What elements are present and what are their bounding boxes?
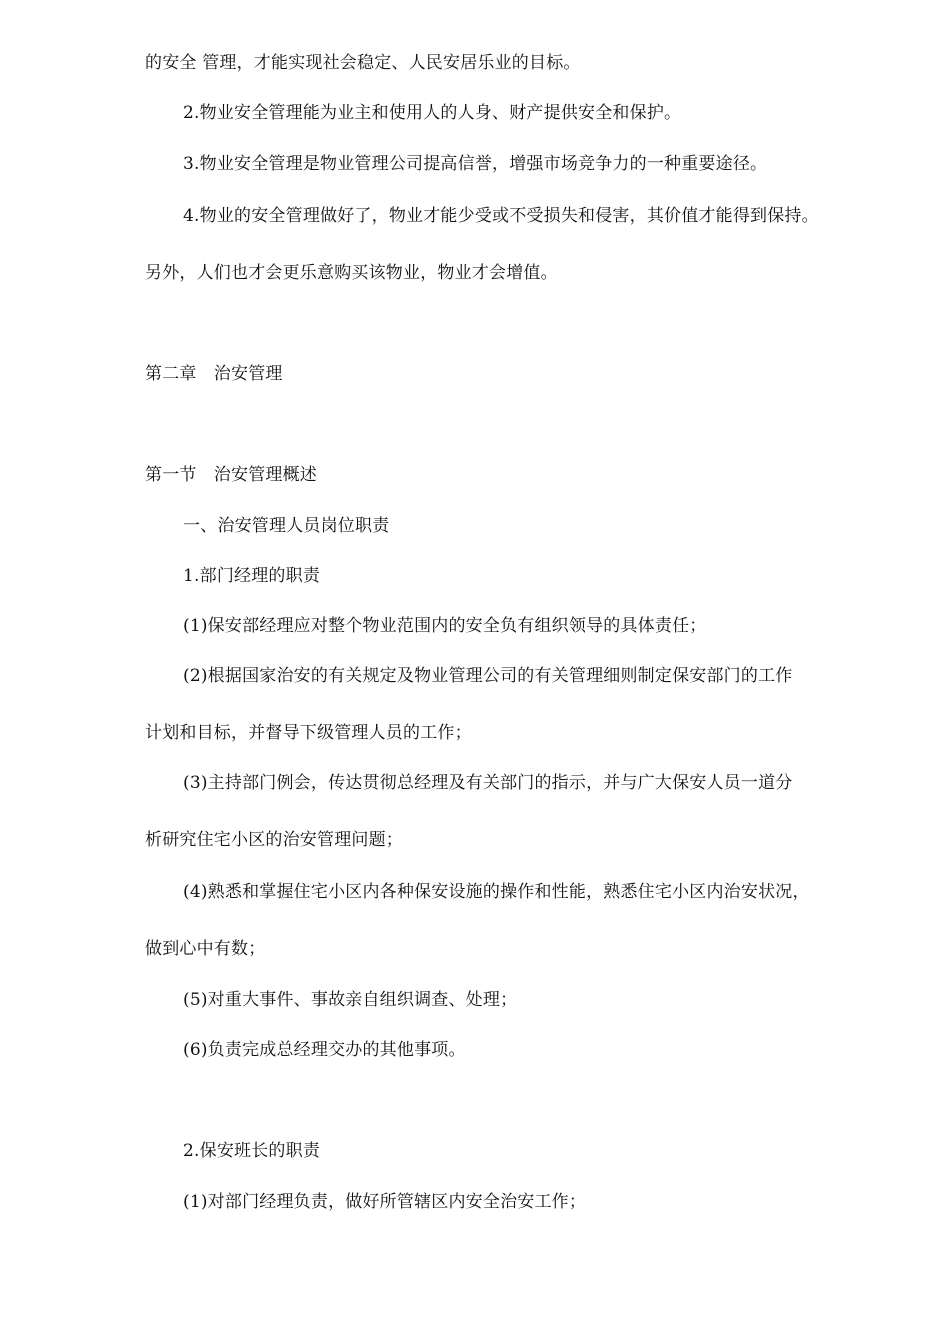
- text-line: 的安全 管理，才能实现社会稳定、人民安居乐业的目标。: [145, 53, 581, 73]
- text-line: 4.物业的安全管理做好了，物业才能少受或不受损失和侵害，其价值才能得到保持。: [183, 206, 819, 226]
- text-line: (6)负责完成总经理交办的其他事项。: [183, 1040, 466, 1060]
- item-heading: 2.保安班长的职责: [183, 1141, 321, 1161]
- text-line: 3.物业安全管理是物业管理公司提高信誉，增强市场竞争力的一种重要途径。: [183, 154, 768, 174]
- text-line: (5)对重大事件、事故亲自组织调查、处理；: [183, 990, 518, 1010]
- text-line: 计划和目标，并督导下级管理人员的工作；: [145, 723, 472, 743]
- section-heading: 第一节 治安管理概述: [145, 465, 317, 485]
- text-line: 另外，人们也才会更乐意购买该物业，物业才会增值。: [145, 263, 558, 283]
- text-line: 析研究住宅小区的治安管理问题；: [145, 830, 403, 850]
- text-line: 2.物业安全管理能为业主和使用人的人身、财产提供安全和保护。: [183, 103, 682, 123]
- subsection-heading: 一、治安管理人员岗位职责: [183, 516, 390, 536]
- text-line: (4)熟悉和掌握住宅小区内各种保安设施的操作和性能，熟悉住宅小区内治安状况，: [183, 882, 810, 902]
- text-line: (3)主持部门例会，传达贯彻总经理及有关部门的指示，并与广大保安人员一道分: [183, 773, 793, 793]
- chapter-heading: 第二章 治安管理: [145, 364, 283, 384]
- text-line: 做到心中有数；: [145, 939, 266, 959]
- text-line: (1)保安部经理应对整个物业范围内的安全负有组织领导的具体责任；: [183, 616, 707, 636]
- text-line: (1)对部门经理负责，做好所管辖区内安全治安工作；: [183, 1192, 587, 1212]
- item-heading: 1.部门经理的职责: [183, 566, 321, 586]
- text-line: (2)根据国家治安的有关规定及物业管理公司的有关管理细则制定保安部门的工作: [183, 666, 793, 686]
